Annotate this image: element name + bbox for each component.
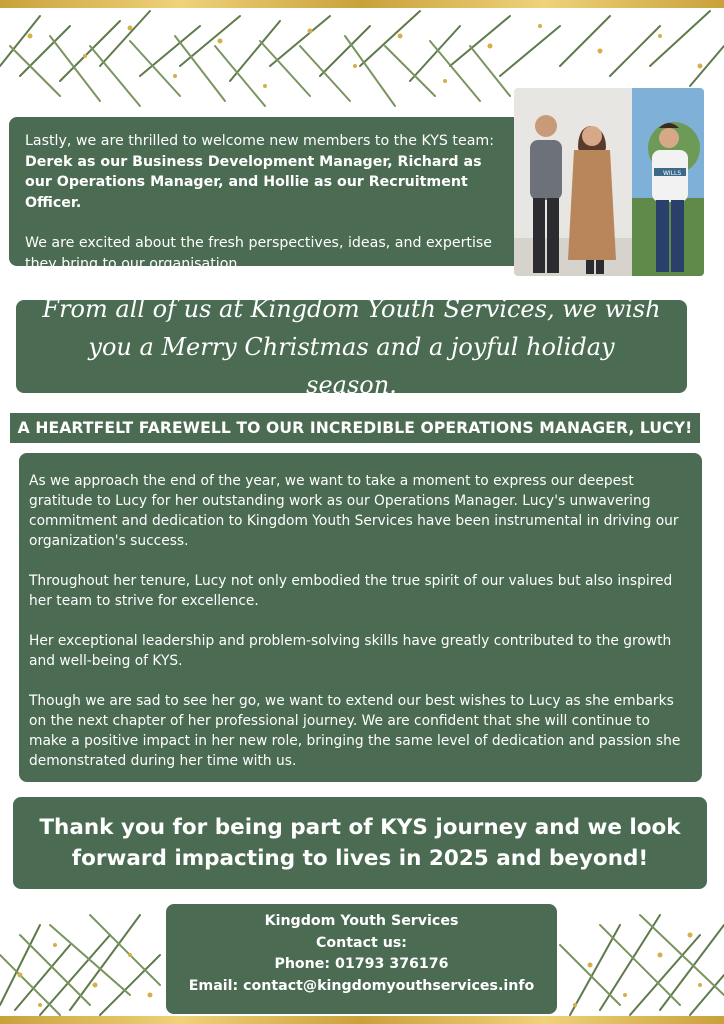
- new-team-members-photo: [514, 88, 704, 276]
- christmas-greeting-box: [16, 294, 687, 399]
- welcome-intro-text: Lastly, we are thrilled to welcome new members to the KYS team:: [25, 133, 495, 149]
- farewell-heading: A HEARTFELT FAREWELL TO OUR INCREDIBLE OPERATIONS MANAGER, LUCY!: [10, 413, 700, 443]
- farewell-paragraph: Her exceptional leadership and problem-solving skills have greatly contributed to the growth and well-being of KYS.: [29, 633, 672, 669]
- thank-you-text: Thank you for being part of KYS journey and we look forward impacting to lives in 2025 and beyond!: [39, 815, 681, 871]
- bottom-gold-border: [0, 1016, 724, 1024]
- welcome-new-members-box: [9, 117, 527, 272]
- organization-name: Kingdom Youth Services: [264, 913, 459, 929]
- contact-info-box: [166, 904, 557, 1014]
- team-photo-image: [514, 88, 704, 276]
- christmas-greeting-text: From all of us at Kingdom Youth Services, we wish you a Merry Christmas and a joyful holiday season.: [42, 294, 661, 399]
- sweatshirt-text: WILLS: [663, 170, 682, 177]
- new-members-text: Derek as our Business Development Manager, Richard as our Operations Manager, and Hollie as our Recruitment Officer.: [25, 153, 482, 211]
- contact-label: Contact us:: [316, 934, 407, 951]
- farewell-message-box: [19, 453, 702, 782]
- welcome-closing-text: We are excited about the fresh perspectives, ideas, and expertise they bring to our organisation.: [25, 235, 493, 272]
- farewell-paragraph: As we approach the end of the year, we want to take a moment to express our deepest gratitude to Lucy for her outstanding work as our Operations Manager. Lucy's unwavering commitment and dedication to Kingdom Youth Services have been instrumental in driving our organization's success.: [29, 473, 679, 549]
- phone-number: Phone: 01793 376176: [274, 956, 449, 972]
- thank-you-box: [13, 797, 707, 889]
- farewell-paragraph: Though we are sad to see her go, we want to extend our best wishes to Lucy as she embarks on the next chapter of her professional journey. We are confident that she will continue to make a positive impact in her new role, bringing the same level of dedication and passion she demonstrated during her time with us.: [29, 693, 681, 769]
- email-address: Email: contact@kingdomyouthservices.info: [188, 977, 535, 994]
- farewell-paragraph: Throughout her tenure, Lucy not only embodied the true spirit of our values but also inspired her team to strive for excellence.: [29, 573, 673, 609]
